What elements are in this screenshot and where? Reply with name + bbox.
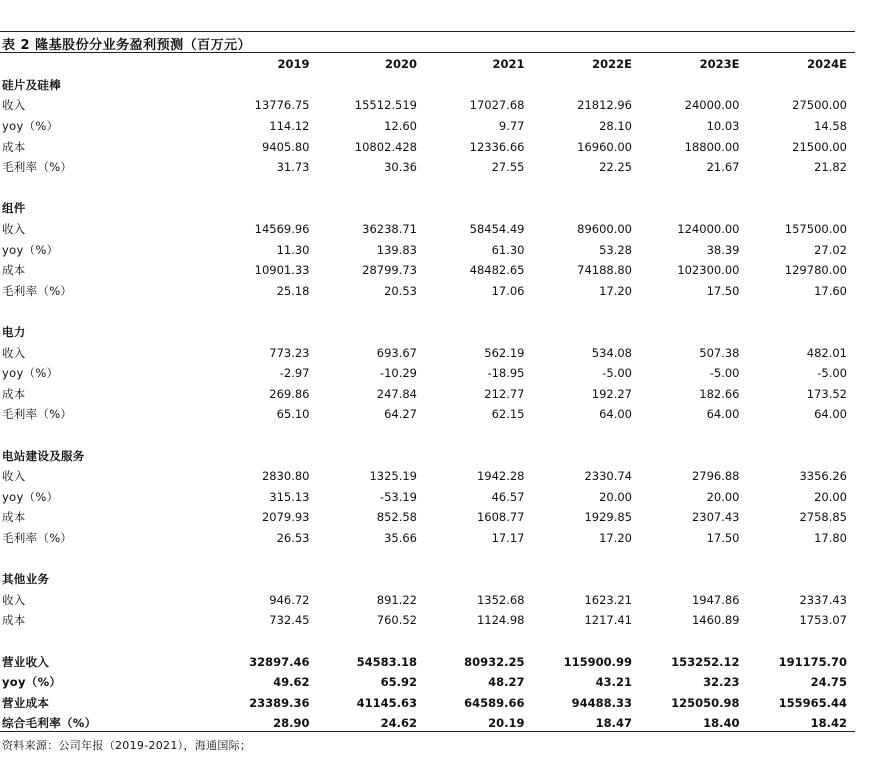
value-cell: 2796.88 [691, 469, 740, 484]
value-cell: 48482.65 [469, 263, 525, 278]
row-label: 成本 [2, 139, 26, 154]
row-label: 营业收入 [2, 654, 50, 669]
table-title: 表 2 隆基股份分业务盈利预测（百万元） [2, 38, 252, 53]
value-cell [318, 178, 426, 199]
table-row [0, 610, 855, 631]
value-cell: 48.27 [488, 675, 525, 690]
value-cell [748, 569, 856, 590]
row-label: 电站建设及服务 [2, 448, 85, 463]
value-cell: 20.00 [706, 489, 740, 504]
value-cell [425, 548, 533, 569]
value-cell: 20.19 [488, 716, 525, 731]
value-cell: 24.62 [380, 716, 417, 731]
value-cell [425, 569, 533, 590]
value-cell: 21500.00 [792, 139, 847, 154]
column-header: 2021 [492, 57, 525, 72]
value-cell: 17.50 [706, 283, 740, 298]
value-cell [533, 322, 641, 343]
value-cell [425, 322, 533, 343]
value-cell [533, 445, 641, 466]
value-cell [318, 322, 426, 343]
value-cell [210, 569, 318, 590]
total-row [0, 672, 855, 693]
value-cell [640, 548, 748, 569]
value-cell [210, 548, 318, 569]
value-cell: 125050.98 [671, 695, 740, 710]
value-cell: 20.00 [599, 489, 632, 504]
value-cell [640, 631, 748, 652]
value-cell [210, 75, 318, 96]
value-cell: 89600.00 [577, 222, 632, 237]
value-cell: -18.95 [487, 366, 525, 381]
value-cell: 247.84 [376, 386, 417, 401]
value-cell [533, 75, 641, 96]
value-cell: 17.50 [706, 530, 740, 545]
value-cell [425, 178, 533, 199]
row-label [0, 425, 210, 446]
value-cell: 1608.77 [476, 510, 525, 525]
table-row [0, 466, 855, 487]
value-cell: 114.12 [269, 119, 310, 134]
spacer-row [0, 631, 855, 652]
value-cell: 1623.21 [584, 592, 632, 607]
value-cell: 760.52 [376, 613, 417, 628]
row-label: 组件 [2, 201, 26, 216]
row-label: 收入 [2, 222, 26, 237]
row-label: yoy（%） [2, 675, 62, 690]
row-label: yoy（%） [2, 489, 59, 504]
table-title-bar [0, 31, 855, 53]
header-label-cell [0, 54, 210, 75]
value-cell: 64.00 [599, 407, 632, 422]
value-cell [640, 178, 748, 199]
row-label: 综合毛利率（%） [2, 716, 97, 731]
value-cell: 1325.19 [369, 469, 417, 484]
value-cell: 2830.80 [261, 469, 310, 484]
row-label [0, 548, 210, 569]
value-cell: 35.66 [384, 530, 417, 545]
row-label: 成本 [2, 386, 26, 401]
header-row [0, 54, 855, 75]
row-label: 成本 [2, 510, 26, 525]
value-cell [533, 178, 641, 199]
value-cell: 28.10 [599, 119, 632, 134]
row-label: 收入 [2, 345, 26, 360]
row-label: 硅片及硅棒 [2, 77, 61, 92]
value-cell: 15512.519 [354, 98, 417, 113]
table-bottom-rule [0, 731, 855, 732]
value-cell [748, 631, 856, 652]
table-row [0, 157, 855, 178]
value-cell [748, 425, 856, 446]
value-cell: 102300.00 [677, 263, 740, 278]
value-cell: 139.83 [376, 242, 417, 257]
value-cell: 64589.66 [464, 695, 525, 710]
value-cell: 12.60 [384, 119, 417, 134]
table-row [0, 219, 855, 240]
value-cell: 36238.71 [362, 222, 417, 237]
value-cell: 732.45 [269, 613, 310, 628]
value-cell [533, 569, 641, 590]
row-label: 其他业务 [2, 572, 50, 587]
value-cell [533, 548, 641, 569]
total-row [0, 651, 855, 672]
value-cell: 13776.75 [254, 98, 310, 113]
value-cell: 155965.44 [778, 695, 847, 710]
value-cell [640, 569, 748, 590]
value-cell [318, 569, 426, 590]
value-cell: 22.25 [599, 160, 632, 175]
value-cell: 94488.33 [571, 695, 632, 710]
value-cell: 1942.28 [476, 469, 525, 484]
table-row [0, 239, 855, 260]
value-cell: 18.40 [703, 716, 740, 731]
row-label: 成本 [2, 263, 26, 278]
column-header: 2022E [592, 57, 632, 72]
value-cell [318, 631, 426, 652]
value-cell: 852.58 [376, 510, 417, 525]
value-cell: 17027.68 [469, 98, 525, 113]
value-cell [425, 301, 533, 322]
value-cell: 14569.96 [254, 222, 310, 237]
value-cell: 25.18 [276, 283, 310, 298]
row-label: 毛利率（%） [2, 530, 73, 545]
row-label: 收入 [2, 592, 26, 607]
value-cell: 21812.96 [577, 98, 632, 113]
value-cell: 18800.00 [684, 139, 740, 154]
row-label [0, 301, 210, 322]
value-cell: 182.66 [699, 386, 740, 401]
section-header-row [0, 322, 855, 343]
value-cell: 562.19 [484, 345, 525, 360]
value-cell: 1124.98 [476, 613, 525, 628]
value-cell [210, 322, 318, 343]
value-cell: 18.47 [595, 716, 632, 731]
row-label [0, 178, 210, 199]
value-cell: 20.53 [384, 283, 417, 298]
value-cell [640, 75, 748, 96]
value-cell: 773.23 [269, 345, 310, 360]
value-cell: 53.28 [599, 242, 632, 257]
value-cell [425, 198, 533, 219]
value-cell: 1947.86 [691, 592, 740, 607]
row-label: 收入 [2, 98, 26, 113]
table-row [0, 486, 855, 507]
value-cell [748, 75, 856, 96]
value-cell: 192.27 [591, 386, 632, 401]
value-cell: 43.21 [595, 675, 632, 690]
value-cell: 27.55 [491, 160, 525, 175]
value-cell: 24.75 [810, 675, 847, 690]
value-cell: 9405.80 [261, 139, 310, 154]
value-cell: 32.23 [703, 675, 740, 690]
row-label [0, 631, 210, 652]
value-cell: 14.58 [814, 119, 847, 134]
table-row [0, 260, 855, 281]
table-row [0, 342, 855, 363]
total-row [0, 692, 855, 713]
value-cell [210, 631, 318, 652]
value-cell [425, 75, 533, 96]
value-cell: 27.02 [814, 242, 847, 257]
value-cell: 891.22 [376, 592, 417, 607]
table-row [0, 507, 855, 528]
value-cell: 2079.93 [261, 510, 310, 525]
value-cell: 10901.33 [254, 263, 310, 278]
value-cell [533, 198, 641, 219]
row-label: 营业成本 [2, 695, 50, 710]
value-cell [318, 301, 426, 322]
value-cell: 3356.26 [799, 469, 847, 484]
value-cell: 2337.43 [799, 592, 847, 607]
value-cell: 24000.00 [684, 98, 740, 113]
column-header: 2019 [277, 57, 310, 72]
value-cell: 17.80 [814, 530, 847, 545]
value-cell: 28799.73 [362, 263, 417, 278]
value-cell: 534.08 [591, 345, 632, 360]
table-row [0, 116, 855, 137]
value-cell: 64.27 [384, 407, 417, 422]
value-cell: 17.20 [599, 530, 632, 545]
value-cell: 21.82 [814, 160, 847, 175]
value-cell: 269.86 [269, 386, 310, 401]
row-label: yoy（%） [2, 366, 59, 381]
section-header-row [0, 198, 855, 219]
value-cell [640, 198, 748, 219]
value-cell: 58454.49 [469, 222, 525, 237]
value-cell: 1217.41 [584, 613, 632, 628]
table-row [0, 136, 855, 157]
row-label: 毛利率（%） [2, 407, 73, 422]
spacer-row [0, 178, 855, 199]
value-cell [210, 425, 318, 446]
value-cell: 315.13 [269, 489, 310, 504]
value-cell: -5.00 [817, 366, 847, 381]
value-cell: 16960.00 [577, 139, 632, 154]
row-label: yoy（%） [2, 242, 59, 257]
value-cell [748, 178, 856, 199]
value-cell [533, 425, 641, 446]
value-cell: 38.39 [706, 242, 740, 257]
spacer-row [0, 301, 855, 322]
value-cell: 212.77 [484, 386, 525, 401]
value-cell: -5.00 [709, 366, 740, 381]
table-body [0, 75, 855, 734]
value-cell [210, 198, 318, 219]
value-cell [748, 301, 856, 322]
row-label: 毛利率（%） [2, 160, 73, 175]
value-cell: 32897.46 [249, 654, 310, 669]
value-cell: 1460.89 [691, 613, 740, 628]
value-cell [210, 445, 318, 466]
value-cell: 23389.36 [249, 695, 310, 710]
table-row [0, 95, 855, 116]
value-cell: 18.42 [810, 716, 847, 731]
value-cell [318, 548, 426, 569]
value-cell: 30.36 [384, 160, 417, 175]
row-label: 电力 [2, 325, 26, 340]
value-cell: 10.03 [706, 119, 740, 134]
value-cell [748, 445, 856, 466]
value-cell: 80932.25 [464, 654, 525, 669]
table-row [0, 589, 855, 610]
table-row [0, 528, 855, 549]
table-row [0, 363, 855, 384]
value-cell: 12336.66 [469, 139, 525, 154]
value-cell [425, 445, 533, 466]
value-cell: 17.17 [491, 530, 525, 545]
value-cell [210, 301, 318, 322]
value-cell: 1352.68 [476, 592, 525, 607]
value-cell: 17.06 [491, 283, 525, 298]
source-note: 资料来源：公司年报（2019-2021），海通国际； [2, 739, 252, 752]
value-cell: 46.57 [491, 489, 525, 504]
value-cell: 115900.99 [563, 654, 632, 669]
value-cell: 129780.00 [784, 263, 847, 278]
value-cell: 20.00 [814, 489, 847, 504]
spacer-row [0, 425, 855, 446]
table-row [0, 404, 855, 425]
value-cell [640, 425, 748, 446]
section-header-row [0, 75, 855, 96]
value-cell: -5.00 [602, 366, 632, 381]
value-cell: 2307.43 [691, 510, 740, 525]
value-cell: 64.00 [706, 407, 740, 422]
value-cell: 2758.85 [799, 510, 847, 525]
value-cell [318, 198, 426, 219]
value-cell: 1753.07 [799, 613, 847, 628]
value-cell [533, 301, 641, 322]
column-header: 2024E [807, 57, 847, 72]
value-cell: 61.30 [491, 242, 525, 257]
value-cell: 2330.74 [584, 469, 632, 484]
value-cell: 11.30 [276, 242, 310, 257]
table-row [0, 281, 855, 302]
value-cell: 124000.00 [677, 222, 740, 237]
value-cell: 28.90 [273, 716, 310, 731]
value-cell: 173.52 [806, 386, 847, 401]
value-cell: 31.73 [276, 160, 310, 175]
value-cell: -2.97 [279, 366, 310, 381]
forecast-table [0, 54, 855, 734]
table-row [0, 384, 855, 405]
value-cell: 49.62 [273, 675, 310, 690]
value-cell [640, 445, 748, 466]
value-cell: 17.20 [599, 283, 632, 298]
value-cell: 41145.63 [356, 695, 417, 710]
row-label: yoy（%） [2, 119, 59, 134]
row-label: 毛利率（%） [2, 283, 73, 298]
row-label: 成本 [2, 613, 26, 628]
column-header: 2023E [699, 57, 740, 72]
value-cell: 693.67 [376, 345, 417, 360]
value-cell [318, 425, 426, 446]
value-cell: 157500.00 [784, 222, 847, 237]
value-cell: 26.53 [276, 530, 310, 545]
value-cell: 507.38 [699, 345, 740, 360]
value-cell: 21.67 [706, 160, 740, 175]
section-header-row [0, 445, 855, 466]
value-cell [425, 425, 533, 446]
value-cell [640, 322, 748, 343]
value-cell: 191175.70 [778, 654, 847, 669]
value-cell: 65.10 [276, 407, 310, 422]
value-cell [425, 631, 533, 652]
value-cell: 1929.85 [584, 510, 632, 525]
section-header-row [0, 569, 855, 590]
column-header: 2020 [384, 57, 417, 72]
row-label: 收入 [2, 469, 26, 484]
value-cell: 74188.80 [577, 263, 632, 278]
value-cell: 153252.12 [671, 654, 740, 669]
value-cell [318, 75, 426, 96]
value-cell: 62.15 [491, 407, 525, 422]
value-cell [318, 445, 426, 466]
value-cell [748, 322, 856, 343]
value-cell: 54583.18 [356, 654, 417, 669]
value-cell [748, 198, 856, 219]
spacer-row [0, 548, 855, 569]
value-cell: -53.19 [379, 489, 417, 504]
value-cell: 65.92 [380, 675, 417, 690]
value-cell [748, 548, 856, 569]
value-cell: 64.00 [814, 407, 847, 422]
value-cell: 9.77 [498, 119, 525, 134]
value-cell [210, 178, 318, 199]
value-cell [533, 631, 641, 652]
value-cell: 27500.00 [792, 98, 847, 113]
value-cell: 946.72 [269, 592, 310, 607]
value-cell: -10.29 [379, 366, 417, 381]
value-cell: 482.01 [806, 345, 847, 360]
value-cell [640, 301, 748, 322]
value-cell: 10802.428 [354, 139, 417, 154]
value-cell: 17.60 [814, 283, 847, 298]
